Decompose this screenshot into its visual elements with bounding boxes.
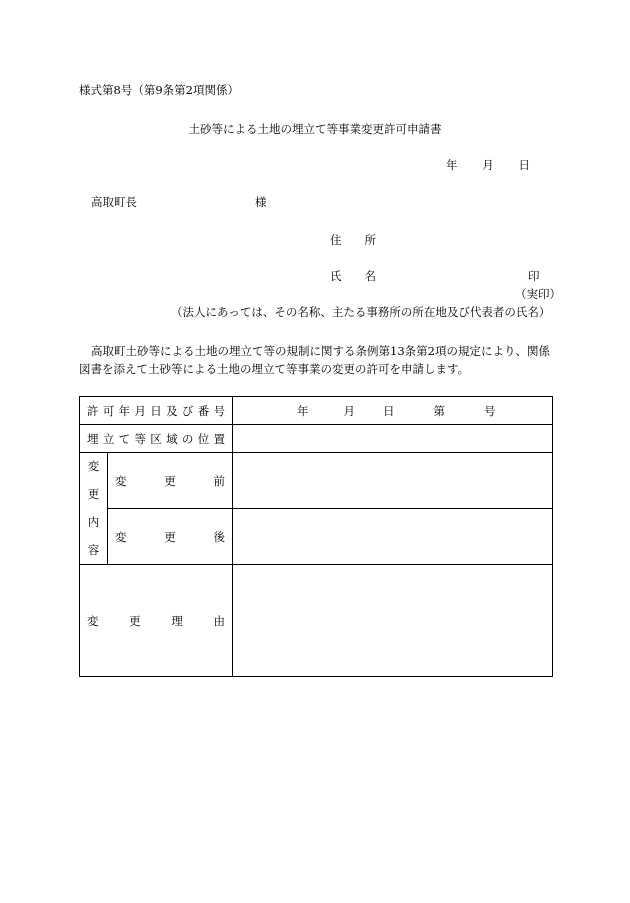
addressee-name: 高取町長 [91,195,137,209]
document-title: 土砂等による土地の埋立て等事業変更許可申請書 [188,122,442,136]
before-value-cell[interactable] [233,453,553,509]
body-text-line2: 図書を添えて土砂等による土地の埋立て等事業の変更の許可を申請します。 [79,362,470,376]
before-label-cell: 変 更 前 [108,453,233,509]
day-label: 日 [518,158,530,172]
permit-value-cell[interactable]: 年 月 日 第 号 [233,397,553,425]
reason-row [80,565,553,677]
year-label: 年 [446,158,458,172]
addressee-honorific: 様 [255,195,267,209]
seal-note: （実印） [515,287,561,301]
permit-row [80,397,553,425]
reason-value-cell[interactable] [233,565,553,677]
body-text-line1: 高取町土砂等による土地の埋立て等の規制に関する条例第13条第2項の規定により、関係 [91,344,550,358]
seal-mark: 印 [528,269,540,283]
after-row [80,509,553,565]
reason-label-cell: 変 更 理 由 [80,565,233,677]
area-label-cell: 埋 立 て 等 区 域 の 位 置 [80,425,233,453]
application-table [79,396,553,677]
address-label: 住 所 [330,233,376,247]
area-value-cell[interactable] [233,425,553,453]
name-label: 氏 名 [330,269,376,283]
area-row [80,425,553,453]
after-label-cell: 変 更 後 [108,509,233,565]
month-label: 月 [482,158,494,172]
corporate-note: （法人にあっては、その名称、主たる事務所の所在地及び代表者の氏名） [171,305,551,319]
permit-label-cell: 許 可 年 月 日 及 び 番 号 [80,397,233,425]
date-line [446,157,530,173]
form-number: 様式第8号（第9条第2項関係） [79,83,239,97]
change-content-label-cell: 変 更 内 容 [80,453,108,565]
after-value-cell[interactable] [233,509,553,565]
before-row [80,453,553,509]
